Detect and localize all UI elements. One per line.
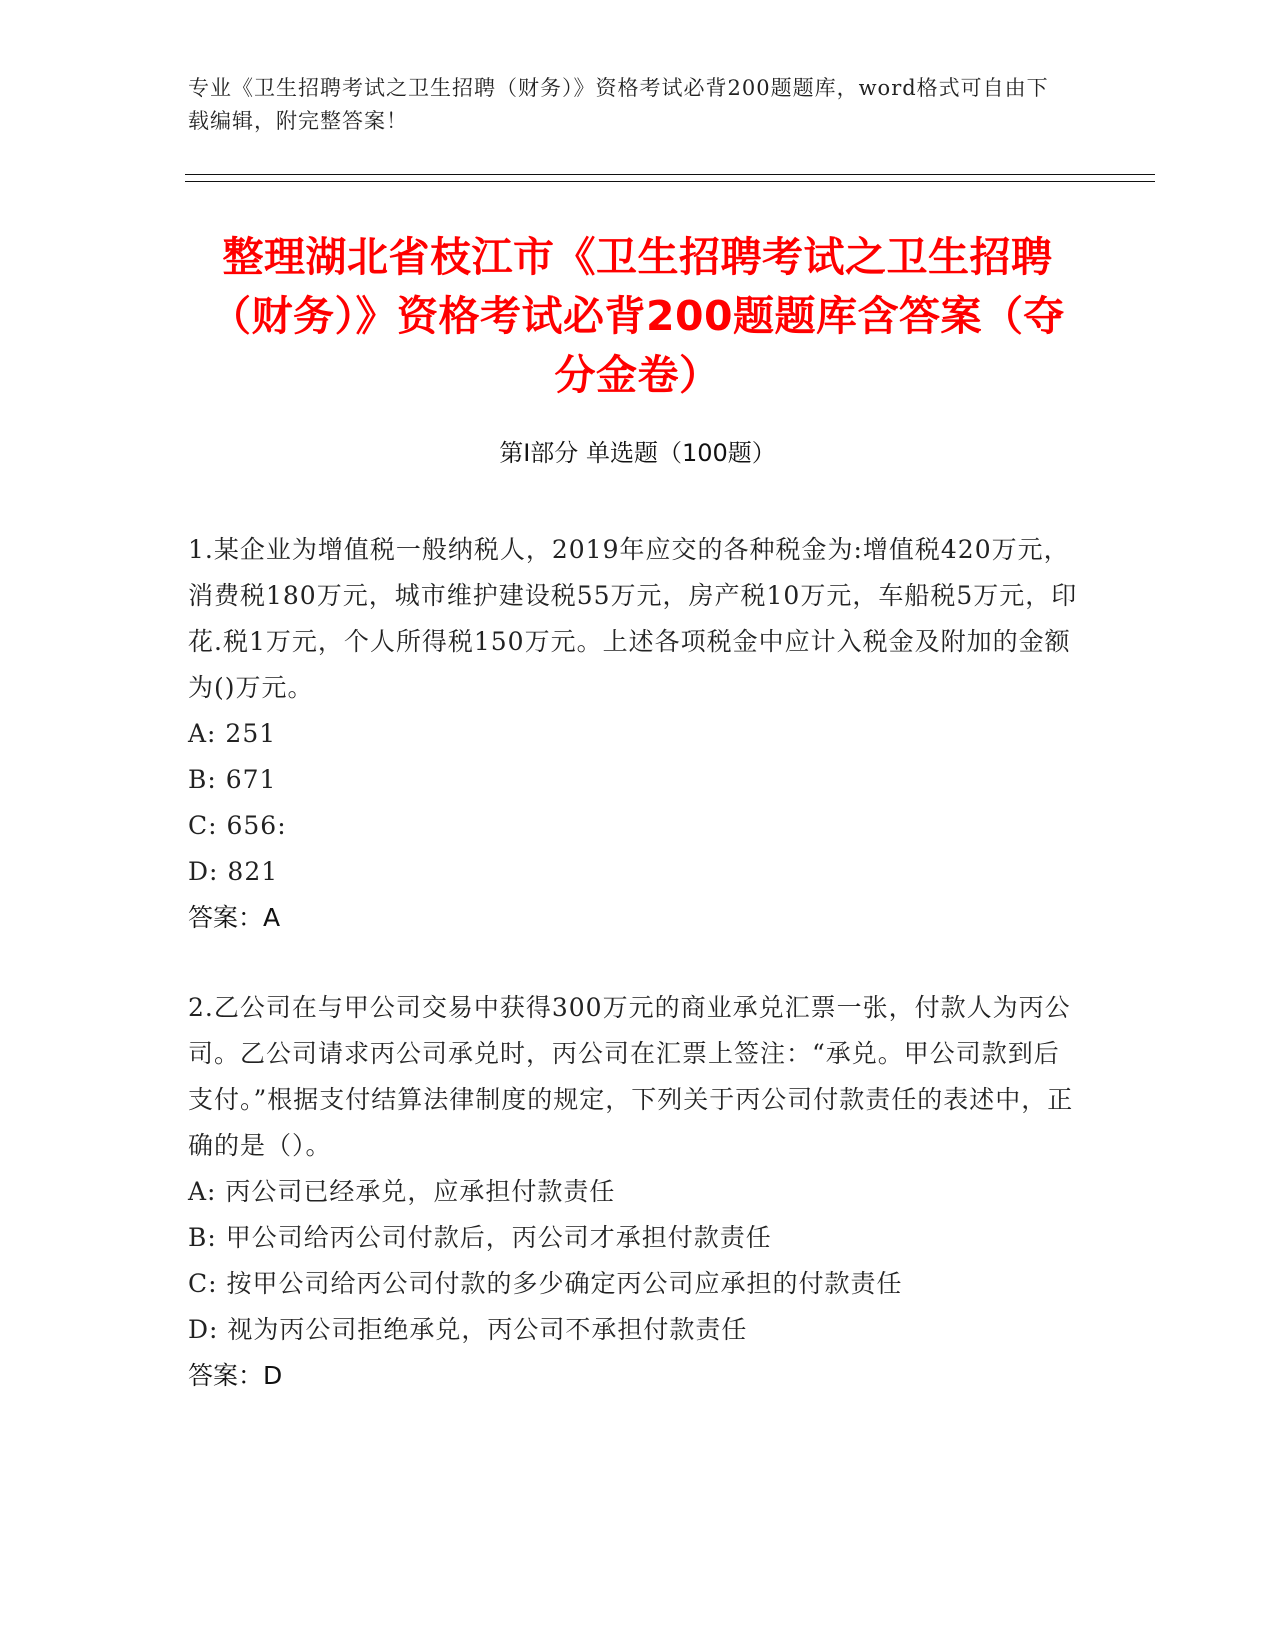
- header-divider-bottom: [185, 181, 1155, 182]
- document-title: 整理湖北省枝江市《卫生招聘考试之卫生招聘（财务）》资格考试必背200题题库含答案（夺分金卷）: [209, 233, 1066, 399]
- section-heading: 第Ⅰ部分 单选题（100题）: [499, 439, 776, 467]
- option-b: B: 甲公司给丙公司付款后，丙公司才承担付款责任: [188, 1223, 772, 1252]
- question-block: [188, 985, 1078, 1399]
- header-note: 专业《卫生招聘考试之卫生招聘（财务）》资格考试必背200题题库，word格式可自由下载编辑，附完整答案！: [188, 76, 1049, 133]
- answer-line: 答案：D: [188, 1361, 283, 1390]
- question-stem: 1.某企业为增值税一般纳税人，2019年应交的各种税金为:增值税420万元，消费税180万元，城市维护建设税55万元，房产税10万元，车船税5万元，印花.税1万元，个人所得税150万元。上述各项税金中应计入税金及附加的金额为()万元。: [188, 535, 1078, 702]
- option-d: D: 821: [188, 857, 279, 886]
- option-a: A: 丙公司已经承兑，应承担付款责任: [188, 1177, 616, 1206]
- header-divider-top: [185, 174, 1155, 175]
- option-c: C: 按甲公司给丙公司付款的多少确定丙公司应承担的付款责任: [188, 1269, 903, 1298]
- option-a: A: 251: [188, 719, 277, 748]
- question-stem: 2.乙公司在与甲公司交易中获得300万元的商业承兑汇票一张，付款人为丙公司。乙公司请求丙公司承兑时，丙公司在汇票上签注：“承兑。甲公司款到后支付。”根据支付结算法律制度的规定，下列关于丙公司付款责任的表述中，正确的是（）。: [188, 993, 1074, 1160]
- option-b: B: 671: [188, 765, 277, 794]
- answer-line: 答案：A: [188, 903, 281, 932]
- question-block: [188, 527, 1078, 941]
- option-d: D: 视为丙公司拒绝承兑，丙公司不承担付款责任: [188, 1315, 748, 1344]
- option-c: C: 656:: [188, 811, 287, 840]
